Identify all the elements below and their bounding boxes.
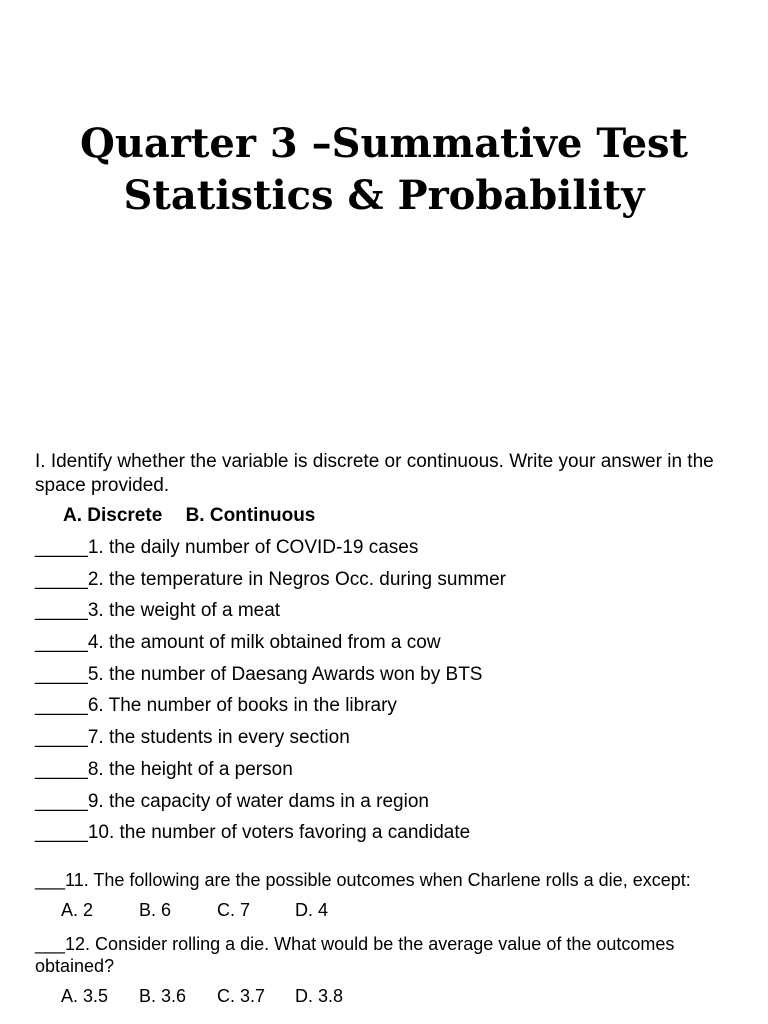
- test-content: [35, 450, 755, 1019]
- section-1-instruction: I. Identify whether the variable is discrete or continuous. Write your answer in the space provided.: [35, 451, 714, 496]
- list-item: _____1. the daily number of COVID-19 cases: [35, 537, 419, 558]
- list-item: _____7. the students in every section: [35, 727, 350, 749]
- question-11: ___11. The following are the possible outcomes when Charlene rolls a die, except:: [35, 869, 691, 890]
- question-11-choice-a: A. 2: [61, 899, 94, 920]
- list-item: _____9. the capacity of water dams in a region: [35, 790, 429, 812]
- list-item: _____5. the number of Daesang Awards won by BTS: [35, 663, 483, 685]
- multiple-choice-section: [35, 869, 755, 1009]
- question-12-choices: [61, 983, 755, 1009]
- list-item: _____6. The number of books in the library: [35, 695, 397, 717]
- choice-continuous: B. Continuous: [185, 505, 316, 526]
- title-line-2: Statistics & Probability: [123, 172, 645, 219]
- question-12-choice-c: C. 3.7: [217, 985, 266, 1006]
- question-12: ___12. Consider rolling a die. What would be the average value of the outcomes obtained?: [35, 933, 675, 976]
- question-12-choice-d: D. 3.8: [295, 985, 344, 1006]
- title-line-1: Quarter 3 –Summative Test: [79, 120, 689, 167]
- document-title: [0, 118, 768, 222]
- section-1-choices: [63, 504, 755, 528]
- question-12-choice-a: A. 3.5: [61, 985, 109, 1006]
- question-11-choices: [61, 897, 755, 923]
- list-item: _____3. the weight of a meat: [35, 600, 281, 622]
- list-item: _____8. the height of a person: [35, 758, 293, 780]
- question-12-choice-b: B. 3.6: [139, 985, 187, 1006]
- section-1-items: [35, 532, 755, 849]
- question-11-choice-b: B. 6: [139, 899, 172, 920]
- list-item: _____4. the amount of milk obtained from a cow: [35, 632, 441, 654]
- question-11-choice-c: C. 7: [217, 899, 251, 920]
- list-item: _____2. the temperature in Negros Occ. during summer: [35, 568, 507, 590]
- choice-discrete: A. Discrete: [63, 505, 163, 526]
- question-11-choice-d: D. 4: [295, 899, 329, 920]
- list-item: _____10. the number of voters favoring a candidate: [35, 822, 471, 844]
